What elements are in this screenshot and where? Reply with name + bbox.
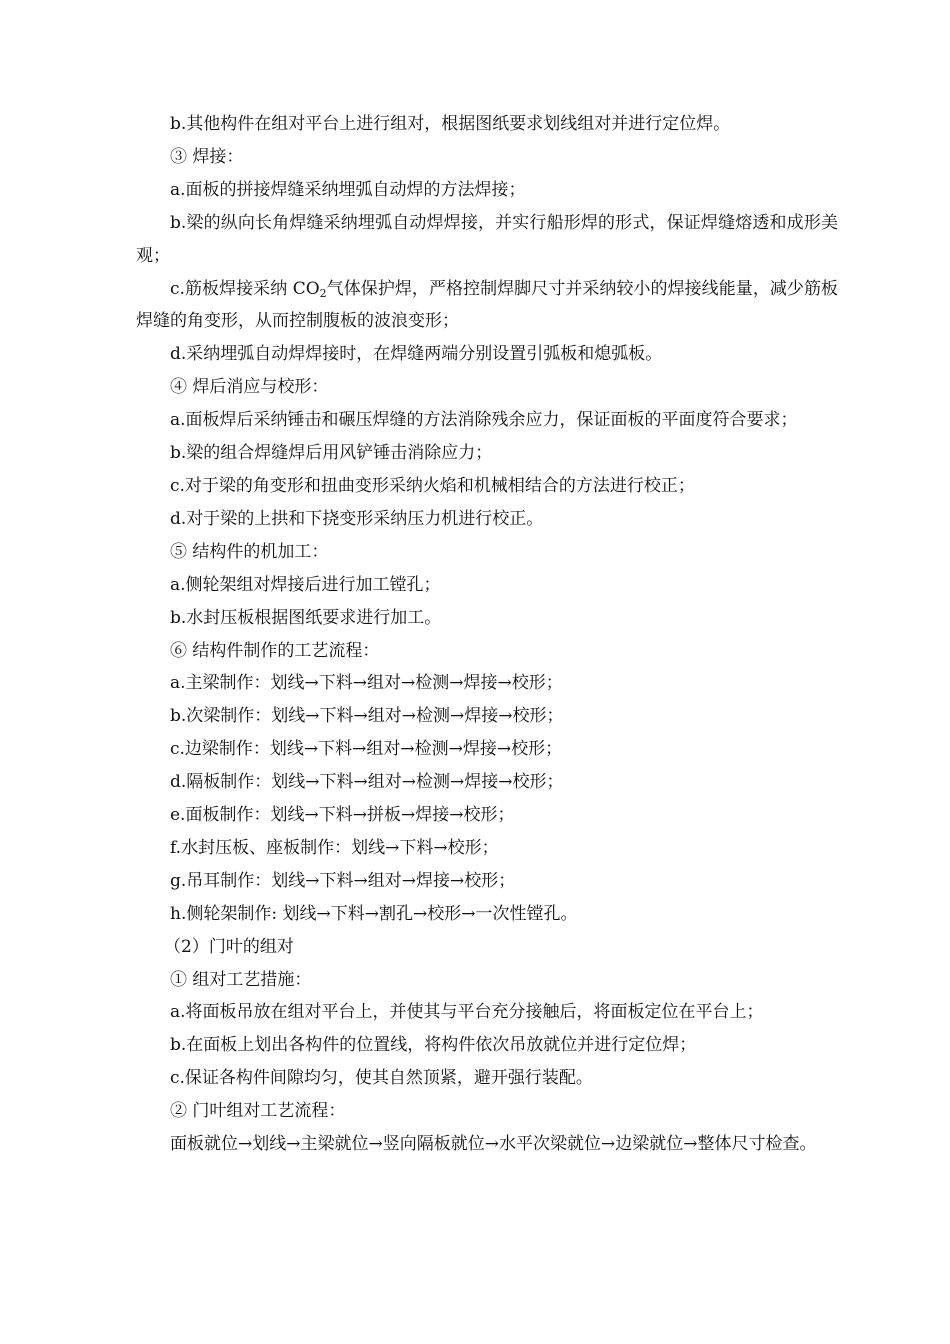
list-item: h.侧轮架制作: 划线→下料→割孔→校形→一次性镗孔。	[170, 903, 578, 924]
paragraph: c.对于梁的角变形和扭曲变形采纳火焰和机械相结合的方法进行校正；	[170, 475, 695, 496]
list-item: a.主梁制作：划线→下料→组对→检测→焊接→校形；	[170, 673, 563, 694]
paragraph: a.侧轮架组对焊接后进行加工镗孔；	[170, 574, 441, 595]
section-heading-assembly-flow: ② 门叶组对工艺流程：	[170, 1101, 346, 1122]
paragraph-co2-post: 气体保护焊，严格控制焊脚尺寸并采纳较小的焊接线能量，减少筋板焊缝的角变形，从而控制腹板的波浪变形；	[136, 278, 838, 332]
paragraph: b.在面板上划出各构件的位置线，将构件依次吊放就位并进行定位焊；	[170, 1035, 697, 1056]
section-heading-machining: ⑤ 结构件的机加工：	[170, 541, 329, 562]
list-item: f.水封压板、座板制作：划线→下料→校形；	[170, 837, 499, 858]
paragraph: b.水封压板根据图纸要求进行加工。	[170, 607, 442, 628]
section-heading-assembly-measures: ① 组对工艺措施：	[170, 969, 312, 990]
section-heading-process-flow: ⑥ 结构件制作的工艺流程：	[170, 640, 380, 661]
paragraph: b.梁的组合焊缝焊后用风铲锤击消除应力；	[170, 443, 493, 464]
section-heading-stress-relief: ④ 焊后消应与校形：	[170, 377, 329, 398]
section-heading-door-leaf-assembly: （2）门叶的组对	[164, 936, 294, 957]
paragraph: a.面板焊后采纳锤击和碾压焊缝的方法消除残余应力，保证面板的平面度符合要求；	[170, 410, 798, 431]
paragraph: d.采纳埋弧自动焊焊接时，在焊缝两端分别设置引弧板和熄弧板。	[170, 344, 663, 365]
list-item: g.吊耳制作：划线→下料→组对→焊接→校形；	[170, 870, 516, 891]
paragraph: b.梁的纵向长角焊缝采纳埋弧自动焊焊接，并实行船形焊的形式，保证焊缝熔透和成形美观；	[136, 212, 838, 266]
paragraph: c.保证各构件间隙均匀，使其自然顶紧，避开强行装配。	[170, 1068, 593, 1089]
paragraph-co2-pre: c.筋板焊接采纳 CO	[170, 278, 320, 299]
paragraph: 面板就位→划线→主梁就位→竖向隔板就位→水平次梁就位→边梁就位→整体尺寸检查。	[170, 1134, 817, 1155]
list-item: e.面板制作：划线→下料→拼板→焊接→校形；	[170, 805, 515, 826]
paragraph-co2	[136, 273, 838, 339]
list-item: b.次梁制作：划线→下料→组对→检测→焊接→校形；	[170, 706, 564, 727]
subscript-2: 2	[319, 286, 327, 300]
document-body	[136, 108, 838, 1161]
paragraph: b.其他构件在组对平台上进行组对，根据图纸要求划线组对并进行定位焊。	[170, 114, 731, 134]
paragraph: a.面板的拼接焊缝采纳埋弧自动焊的方法焊接；	[170, 179, 526, 200]
list-item: c.边梁制作：划线→下料→组对→检测→焊接→校形；	[170, 739, 563, 760]
section-heading-welding: ③ 焊接：	[170, 146, 244, 167]
paragraph: a.将面板吊放在组对平台上，并使其与平台充分接触后，将面板定位在平台上；	[170, 1002, 764, 1023]
list-item: d.隔板制作：划线→下料→组对→检测→焊接→校形；	[170, 772, 564, 793]
paragraph: d.对于梁的上拱和下挠变形采纳压力机进行校正。	[170, 508, 544, 529]
